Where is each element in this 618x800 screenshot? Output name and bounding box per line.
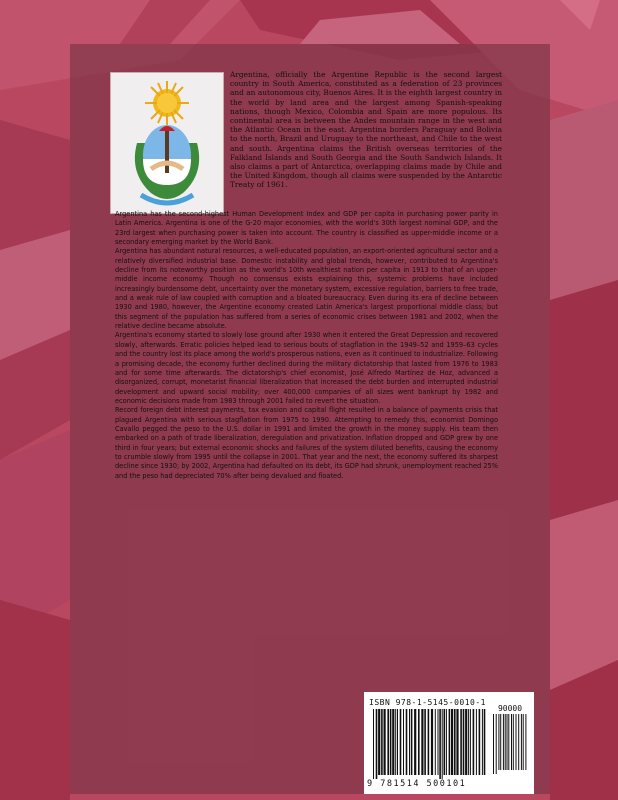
addon-barcode <box>492 714 528 776</box>
isbn-label: ISBN 978-1-5145-0010-1 <box>369 698 486 707</box>
addon-digits: 90000 <box>497 704 523 713</box>
paragraph-resources: Argentina has abundant natural resources, a well-educated population, an export-oriented agricultural sector and a relatively diversified industrial base. Domestic instability and global trends, however, contributed to Argentina's decline from its noteworthy position as the world's 10th wealthiest nation per capita in 1913 to that of an upper-middle income economy. Though no consensus exists explaining this, systemic problems have included increasingly burdensome debt, uncertainty over the monetary system, excessive regulation, barriers to free trade, and a weak rule of law coupled with corruption and a bloated bureaucracy. Even during its era of decline between 1930 and 1980, however, the Argentine economy created Latin America's largest proportional middle class; but this segment of the population has suffered from a series of economic crises between 1981 and 2002, when the relative decline became absolute. <box>115 247 498 331</box>
isbn-barcode-box <box>364 692 534 794</box>
ean-digits: 9 781514 500101 <box>367 779 467 789</box>
paragraph-economy-decline: Argentina's economy started to slowly lose ground after 1930 when it entered the Great Depression and recovered slowly, afterwards. Erratic policies helped lead to serious bouts of stagflation in the 1949–52 and 1959–63 cycles and the country lost its place among the world's prosperous nations, even as it continued to industrialize. Following a promising decade, the economy further declined during the military dictatorship that lasted from 1976 to 1983 and for some time afterwards. The dictatorship's chief economist, José Alfredo Martínez de Hoz, advanced a disorganized, corrupt, monetarist financial liberalization that increased the debt burden and interrupted industrial development and upward social mobility; over 400,000 companies of all sizes went bankrupt by 1982 and economic decisions made from 1983 through 2001 failed to revert the situation. <box>115 331 498 405</box>
paragraph-debt-crisis: Record foreign debt interest payments, tax evasion and capital flight resulted in a balance of payments crisis that plagued Argentina with serious stagflation from 1975 to 1990. Attempting to remedy this, economist Domingo Cavallo pegged the peso to the U.S. dollar in 1991 and limited the growth in the money supply. His team then embarked on a path of trade liberalization, deregulation and privatization. Inflation dropped and GDP grew by one third in four years; but external economic shocks and failures of the system diluted benefits, causing the economy to crumble slowly from 1995 until the collapse in 2001. That year and the next, the economy suffered its sharpest decline since 1930; by 2002, Argentina had defaulted on its debt, its GDP had shrunk, unemployment reached 25% and the peso had depreciated 70% after being devalued and floated. <box>115 406 498 480</box>
paragraph-development: Argentina has the second-highest Human Development Index and GDP per capita in purchasing power parity in Latin America. Argentina is one of the G-20 major economies, with the world's 30th largest nominal GDP, and the 23rd largest when purchasing power is taken into account. The country is classified as upper-middle income or a secondary emerging market by the World Bank. <box>115 210 498 247</box>
argentina-coat-of-arms <box>110 72 224 214</box>
ean-barcode <box>372 709 486 781</box>
body-text <box>115 210 498 481</box>
intro-paragraph: Argentina, officially the Argentine Republic is the second largest country in South America, constituted as a federation of 23 provinces and an autonomous city, Buenos Aires. It is the eighth largest country in the world by land area and the largest among Spanish-speaking nations, though Mexico, Colombia and Spain are more populous. Its continental area is between the Andes mountain range in the west and the Atlantic Ocean in the east. Argentina borders Paraguay and Bolivia to the north, Brazil and Uruguay to the northeast, and Chile to the west and south. Argentina claims the British overseas territories of the Falkland Islands and South Georgia and the South Sandwich Islands. It also claims a part of Antarctica, overlapping claims made by Chile and the United Kingdom, though all claims were suspended by the Antarctic Treaty of 1961. <box>230 70 502 190</box>
